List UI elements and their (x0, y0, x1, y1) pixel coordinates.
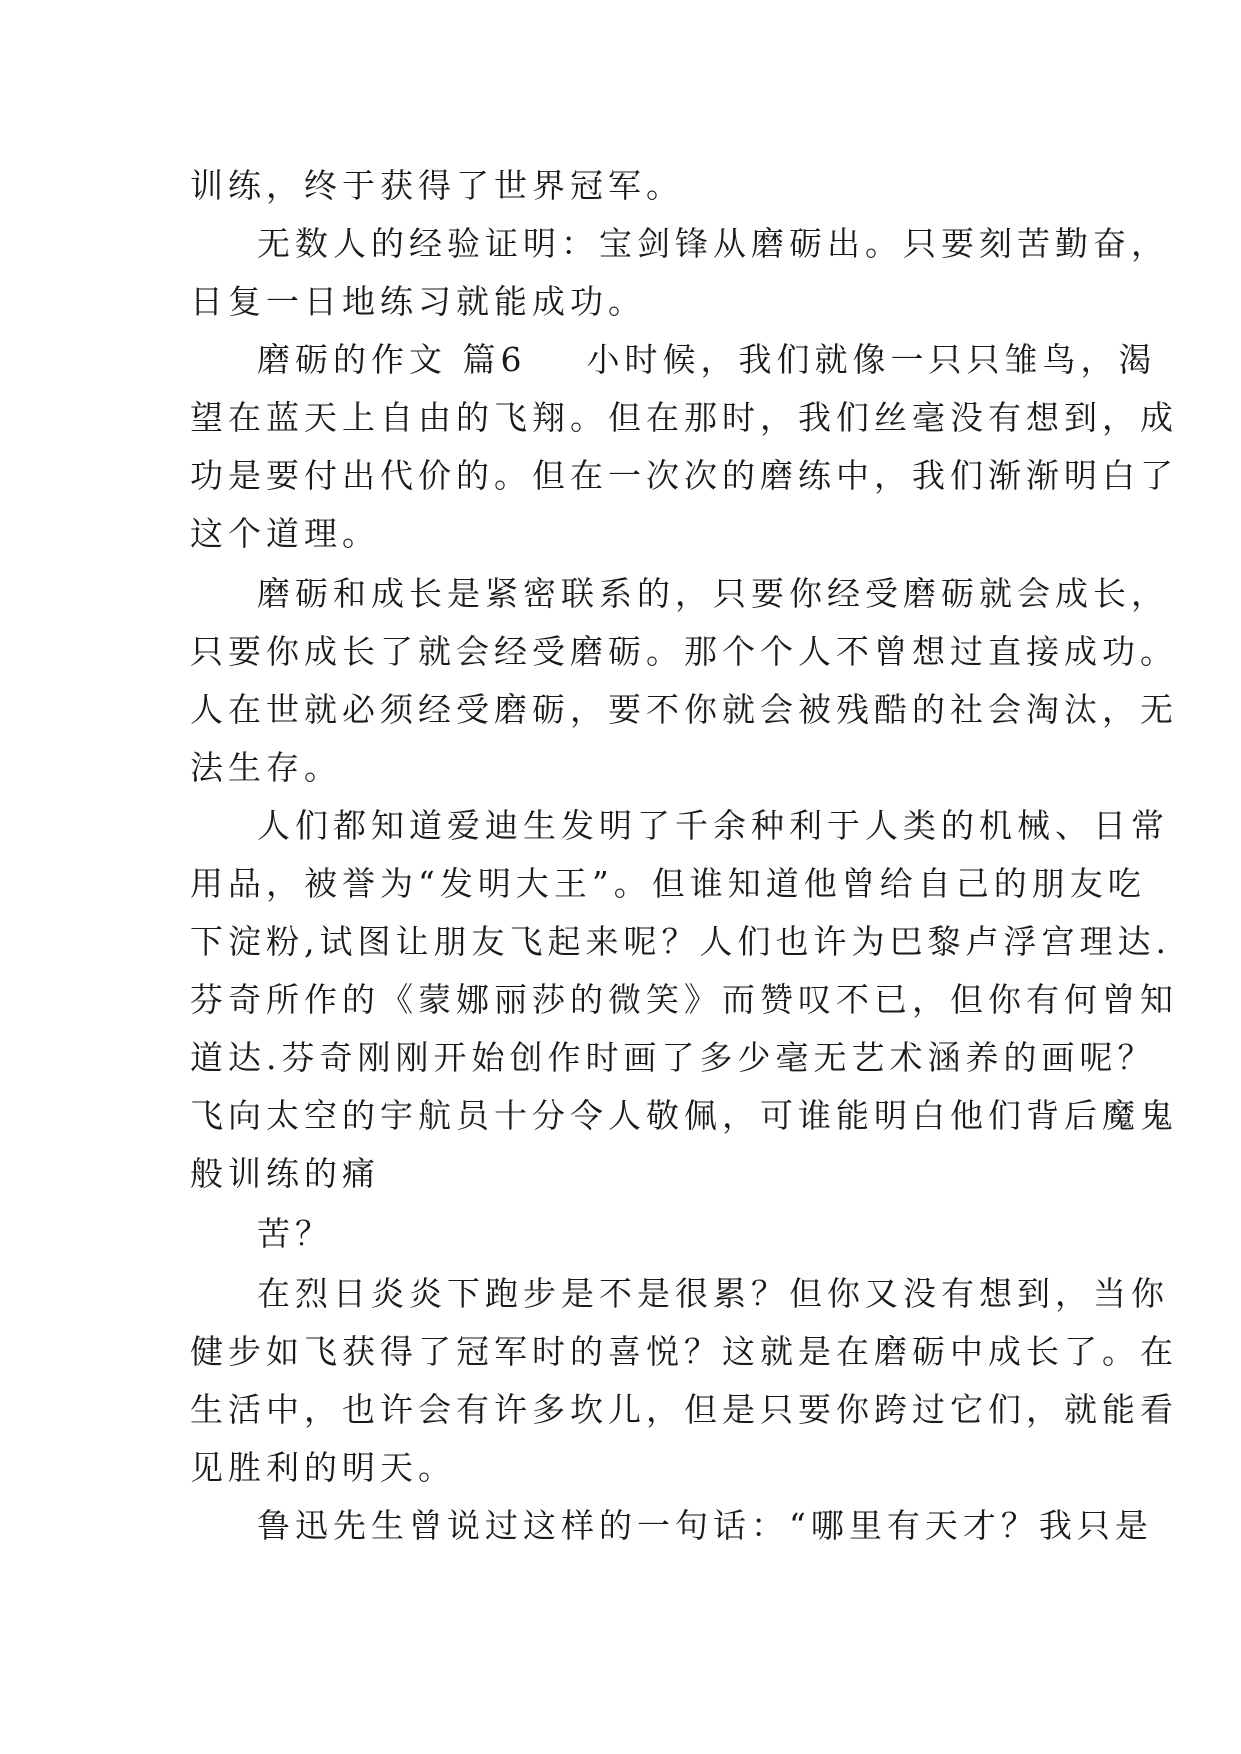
text-line-16: 道达.芬奇刚刚开始创作时画了多少毫无艺术涵养的画呢？ (190, 1038, 1156, 1077)
text-line-7: 这个道理。 (190, 514, 380, 553)
text-line-19: 苦？ (257, 1214, 333, 1253)
text-line-12: 人们都知道爱迪生发明了千余种利于人类的机械、日常 (257, 806, 1169, 845)
text-line-5: 望在蓝天上自由的飞翔。但在那时，我们丝毫没有想到，成 (190, 398, 1178, 437)
text-line-15: 芬奇所作的《蒙娜丽莎的微笑》而赞叹不已，但你有何曾知 (190, 980, 1178, 1019)
text-line-4b: 小时候，我们就像一只只雏鸟，渴 (586, 340, 1157, 379)
text-line-20: 在烈日炎炎下跑步是不是很累？但你又没有想到，当你 (257, 1274, 1169, 1313)
text-line-1: 训练，终于获得了世界冠军。 (190, 166, 684, 205)
text-line-22: 生活中，也许会有许多坎儿，但是只要你跨过它们，就能看 (190, 1390, 1178, 1429)
text-line-24: 鲁迅先生曾说过这样的一句话：“哪里有天才？我只是 (257, 1506, 1153, 1545)
text-line-2: 无数人的经验证明：宝剑锋从磨砺出。只要刻苦勤奋， (257, 224, 1169, 263)
text-line-17: 飞向太空的宇航员十分令人敬佩，可谁能明白他们背后魔鬼 (190, 1096, 1178, 1135)
text-line-21: 健步如飞获得了冠军时的喜悦？这就是在磨砺中成长了。在 (190, 1332, 1178, 1371)
text-line-8: 磨砺和成长是紧密联系的，只要你经受磨砺就会成长， (257, 574, 1169, 613)
text-line-3: 日复一日地练习就能成功。 (190, 282, 646, 321)
section-heading: 磨砺的作文 篇6 (257, 340, 527, 379)
text-line-10: 人在世就必须经受磨砺，要不你就会被残酷的社会淘汰，无 (190, 690, 1178, 729)
text-line-18: 般训练的痛 (190, 1154, 380, 1193)
text-line-6: 功是要付出代价的。但在一次次的磨练中，我们渐渐明白了 (190, 456, 1178, 495)
text-line-23: 见胜利的明天。 (190, 1448, 456, 1487)
text-line-9: 只要你成长了就会经受磨砺。那个个人不曾想过直接成功。 (190, 632, 1178, 671)
section-heading-line (257, 340, 1157, 380)
text-line-14: 下淀粉,试图让朋友飞起来呢？人们也许为巴黎卢浮宫理达. (190, 922, 1171, 961)
text-line-11: 法生存。 (190, 748, 342, 787)
text-line-13: 用品，被誉为“发明大王”。但谁知道他曾给自己的朋友吃 (190, 864, 1146, 903)
